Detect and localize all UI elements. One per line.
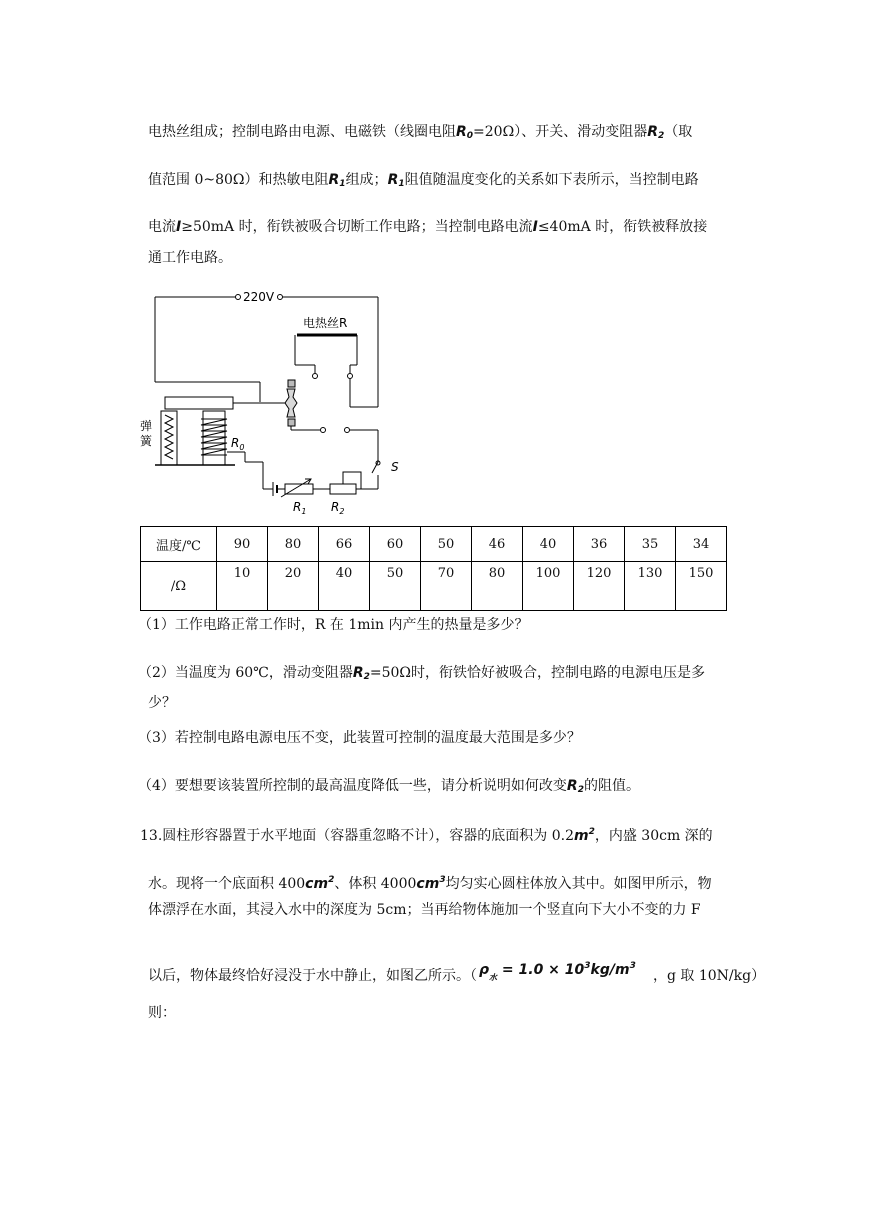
- question-text: =50Ω时，衔铁恰好被吸合，控制电路的电源电压是多: [369, 665, 706, 681]
- table-cell: 40: [523, 527, 574, 562]
- problem13-line-4: [148, 961, 766, 986]
- intro-text: 阻值随温度变化的关系如下表所示，当控制电路: [404, 172, 699, 188]
- intro-text: （取: [664, 124, 693, 140]
- unit-sup: 3: [439, 875, 446, 885]
- table-cell: 80: [268, 527, 319, 562]
- table-cell: 60: [370, 527, 421, 562]
- table-cell: 50: [421, 527, 472, 562]
- problem-text: 水。现将一个底面积 400: [148, 876, 306, 892]
- var-r1: R: [328, 172, 340, 188]
- question-text: 的阻值。: [583, 778, 640, 794]
- intro-text: ≤40mA 时，衔铁被释放接: [537, 219, 708, 235]
- var-r1-sub: 1: [339, 179, 346, 189]
- table-cell: 120: [574, 562, 625, 611]
- question-text: （4）要想要该装置所控制的最高温度降低一些，请分析说明如何改变: [138, 778, 567, 794]
- unit: m: [573, 828, 589, 844]
- table-cell: 10: [217, 562, 268, 611]
- var-i: I: [176, 219, 182, 235]
- table-cell: 34: [676, 527, 727, 562]
- table-cell: 50: [370, 562, 421, 611]
- table-row: [141, 562, 727, 611]
- var-r1-sub: 1: [398, 179, 405, 189]
- terminal: [236, 295, 241, 300]
- contact-block: [288, 419, 295, 426]
- unit: cm: [416, 876, 440, 892]
- table-cell: 46: [472, 527, 523, 562]
- table-row: [141, 527, 727, 562]
- intro-text: 通工作电路。: [148, 250, 232, 266]
- spring: [165, 415, 173, 459]
- table-header: /Ω: [141, 562, 217, 611]
- question-text: （3）若控制电路电源电压不变，此装置可控制的温度最大范围是多少？: [138, 730, 581, 746]
- voltage-label: 220V: [243, 290, 275, 304]
- r2: [330, 484, 356, 494]
- question-1: [138, 615, 528, 635]
- table-cell: 20: [268, 562, 319, 611]
- var-r0-sub: 0: [466, 131, 474, 141]
- table-cell: 130: [625, 562, 676, 611]
- question-2-cont: [148, 693, 176, 713]
- table-header: 温度/℃: [141, 527, 217, 562]
- question-4: [138, 776, 640, 800]
- problem13-line-1: [140, 822, 713, 846]
- contact: [321, 428, 326, 433]
- var-r2: R: [647, 124, 658, 140]
- heater-label: 电热丝R: [303, 316, 348, 330]
- intro-line-2: [148, 170, 699, 194]
- switch-label: S: [391, 460, 399, 474]
- var-r2: R: [352, 665, 364, 681]
- circuit-diagram: [135, 287, 399, 517]
- intro-text: 电热丝组成；控制电路由电源、电磁铁（线圈电阻: [148, 124, 456, 140]
- unit-sup: 2: [328, 875, 335, 885]
- problem-text: 体漂浮在水面，其浸入水中的深度为 5cm；当再给物体施加一个竖直向下大小不变的力 F: [148, 902, 701, 918]
- var-r1: R: [387, 172, 399, 188]
- question-text: （1）工作电路正常工作时，R 在 1min 内产生的热量是多少？: [138, 617, 529, 633]
- intro-text: =20Ω）、开关、滑动变阻器: [473, 124, 648, 140]
- var-i: I: [532, 219, 538, 235]
- table-cell: 40: [319, 562, 370, 611]
- table-cell: 80: [472, 562, 523, 611]
- var-r0: R: [456, 124, 467, 140]
- intro-line-3: [148, 217, 707, 237]
- var-r2-sub: 2: [657, 131, 665, 141]
- problem-text: 则：: [148, 1005, 176, 1021]
- contact: [345, 428, 350, 433]
- table-cell: 90: [217, 527, 268, 562]
- unit: cm: [305, 876, 329, 892]
- problem-text: 、体积 4000: [334, 876, 417, 892]
- problem-text: 以后，物体最终恰好浸没于水中静止，如图乙所示。（: [148, 968, 477, 984]
- intro-text: 电流: [148, 219, 176, 235]
- table-cell: 35: [625, 527, 676, 562]
- problem-text: 均匀实心圆柱体放入其中。如图甲所示，物: [445, 876, 712, 892]
- problem-text: 13.圆柱形容器置于水平地面（容器重忽略不计），容器的底面积为 0.2: [140, 828, 574, 844]
- intro-text: ≥50mA 时，衔铁被吸合切断工作电路；当控制电路电流: [181, 219, 533, 235]
- problem13-line-5: [148, 1003, 176, 1023]
- intro-text: 组成；: [345, 172, 388, 188]
- switch-blade: [372, 462, 378, 473]
- var-r2: R: [566, 778, 578, 794]
- unit-sup: 2: [588, 827, 595, 837]
- r1-label: $R_1$: [293, 500, 307, 516]
- var-r2-sub: 2: [363, 672, 370, 682]
- r2-slider: [343, 472, 361, 489]
- question-3: [138, 728, 581, 748]
- table-cell: 70: [421, 562, 472, 611]
- intro-text: 值范围 0~80Ω）和热敏电阻: [148, 172, 329, 188]
- contact: [313, 374, 318, 379]
- coil: [201, 419, 227, 455]
- table-cell: 66: [319, 527, 370, 562]
- question-text: 少？: [148, 695, 176, 711]
- terminal: [278, 295, 283, 300]
- formula: $\rho_水 = 1.0 \times 10^3kg/m^3$: [479, 961, 636, 982]
- contact-block: [288, 380, 295, 387]
- question-2: [138, 663, 705, 687]
- armature: [165, 397, 233, 409]
- problem-text: ，内盛 30cm 深的: [594, 828, 713, 844]
- intro-line-1: [148, 122, 692, 146]
- var-r2-sub: 2: [577, 785, 584, 795]
- r2-label: $R_2$: [331, 500, 345, 516]
- r0-label: $R_0$: [231, 436, 245, 452]
- spring-label: 簧: [140, 434, 153, 448]
- contact: [348, 374, 353, 379]
- problem13-line-3: [148, 900, 701, 920]
- moving-contact: [285, 389, 297, 417]
- problem13-line-2: [148, 870, 712, 894]
- table-cell: 150: [676, 562, 727, 611]
- question-text: （2）当温度为 60℃，滑动变阻器: [138, 665, 353, 681]
- intro-line-4: [148, 248, 232, 268]
- table-cell: 36: [574, 527, 625, 562]
- table-cell: 100: [523, 562, 574, 611]
- spring-label: 弹: [140, 419, 153, 433]
- problem-text: ，g 取 10N/kg）: [653, 968, 766, 984]
- temperature-resistance-table: [140, 526, 727, 611]
